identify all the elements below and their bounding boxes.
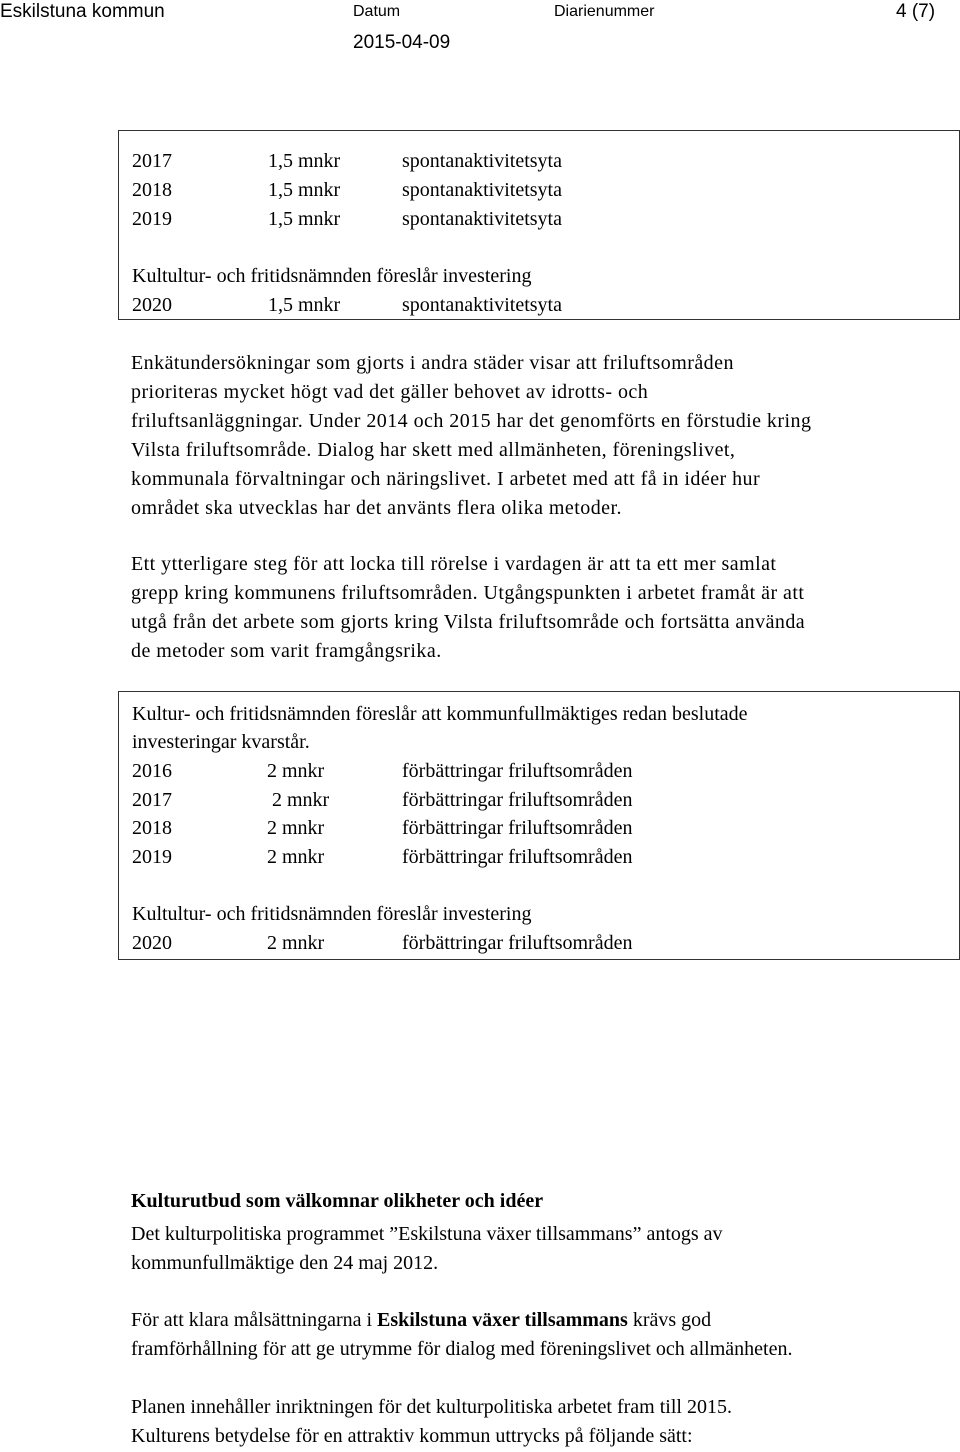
text-line: grepp kring kommunens friluftsområden. Utgångspunkten i arbetet framåt är att bbox=[131, 582, 805, 604]
amount: 1,5 mnkr bbox=[268, 294, 341, 316]
year: 2019 bbox=[132, 846, 172, 868]
amount: 2 mnkr bbox=[267, 760, 325, 782]
intro-line: investeringar kvarstår. bbox=[132, 731, 310, 753]
text-line: de metoder som varit framgångsrika. bbox=[131, 640, 442, 662]
text-line: Det kulturpolitiska programmet ”Eskilstuna växer tillsammans” antogs av bbox=[131, 1223, 723, 1245]
text-line: Vilsta friluftsområde. Dialog har skett med allmänheten, föreningslivet, bbox=[131, 439, 736, 461]
investment-box-activity bbox=[118, 130, 960, 320]
year: 2018 bbox=[132, 817, 172, 839]
item: spontanaktivitetsyta bbox=[402, 294, 562, 316]
date-label: Datum bbox=[353, 3, 401, 20]
text-line bbox=[131, 1308, 711, 1332]
item: förbättringar friluftsområden bbox=[402, 846, 633, 868]
item: förbättringar friluftsområden bbox=[402, 817, 633, 839]
proposal-text: Kultultur- och fritidsnämnden föreslår investering bbox=[132, 265, 532, 287]
section-heading: Kulturutbud som välkomnar olikheter och idéer bbox=[131, 1190, 544, 1212]
item: förbättringar friluftsområden bbox=[402, 932, 633, 954]
text-segment: För att klara målsättningarna i bbox=[131, 1309, 378, 1331]
text-line: Planen innehåller inriktningen för det kulturpolitiska arbetet fram till 2015. bbox=[131, 1396, 732, 1418]
amount: 1,5 mnkr bbox=[268, 208, 341, 230]
amount: 1,5 mnkr bbox=[268, 179, 341, 201]
document-date: 2015-04-09 bbox=[353, 32, 451, 53]
next-step-paragraph bbox=[131, 550, 805, 666]
page-number: 4 (7) bbox=[896, 1, 936, 22]
year: 2016 bbox=[132, 760, 172, 782]
text-line: kommunala förvaltningar och näringslivet. I arbetet med att få in idéer hur bbox=[131, 468, 761, 490]
text-line: utgå från det arbete som gjorts kring Vilsta friluftsområde och fortsätta använda bbox=[131, 611, 806, 633]
text-line: framförhållning för att ge utrymme för dialog med föreningslivet och allmänheten. bbox=[131, 1338, 793, 1360]
diary-number-label: Diarienummer bbox=[554, 3, 655, 20]
text-line: Kulturens betydelse för en attraktiv kommun uttrycks på följande sätt: bbox=[131, 1425, 693, 1447]
year: 2020 bbox=[132, 932, 172, 954]
amount: 1,5 mnkr bbox=[268, 150, 341, 172]
amount: 2 mnkr bbox=[267, 846, 325, 868]
text-segment: krävs god bbox=[627, 1309, 712, 1331]
year: 2018 bbox=[132, 179, 172, 201]
text-line: Enkätundersökningar som gjorts i andra städer visar att friluftsområden bbox=[131, 352, 734, 374]
item: spontanaktivitetsyta bbox=[402, 179, 562, 201]
year: 2020 bbox=[132, 294, 172, 316]
text-line: kommunfullmäktige den 24 maj 2012. bbox=[131, 1252, 439, 1274]
survey-paragraph bbox=[131, 349, 811, 523]
intro-line: Kultur- och fritidsnämnden föreslår att kommunfullmäktiges redan beslutade bbox=[132, 703, 748, 725]
item: förbättringar friluftsområden bbox=[402, 760, 633, 782]
text-line: friluftsanläggningar. Under 2014 och 2015 har det genomförts en förstudie kring bbox=[131, 410, 812, 432]
year: 2017 bbox=[132, 789, 172, 811]
item: spontanaktivitetsyta bbox=[402, 150, 562, 172]
organization-name: Eskilstuna kommun bbox=[0, 1, 165, 22]
amount: 2 mnkr bbox=[267, 789, 330, 811]
item: förbättringar friluftsområden bbox=[402, 789, 633, 811]
text-line: prioriteras mycket högt vad det gäller behovet av idrotts- och bbox=[131, 381, 649, 403]
amount: 2 mnkr bbox=[267, 817, 325, 839]
proposal-text: Kultultur- och fritidsnämnden föreslår investering bbox=[132, 903, 532, 925]
item: spontanaktivitetsyta bbox=[402, 208, 562, 230]
program-name: Eskilstuna växer tillsammans bbox=[377, 1309, 628, 1331]
text-line: området ska utvecklas har det använts flera olika metoder. bbox=[131, 497, 622, 519]
text-line: Ett ytterligare steg för att locka till rörelse i vardagen är att ta ett mer samlat bbox=[131, 553, 777, 575]
investment-box-outdoor bbox=[118, 691, 960, 960]
year: 2019 bbox=[132, 208, 172, 230]
amount: 2 mnkr bbox=[267, 932, 325, 954]
year: 2017 bbox=[132, 150, 172, 172]
